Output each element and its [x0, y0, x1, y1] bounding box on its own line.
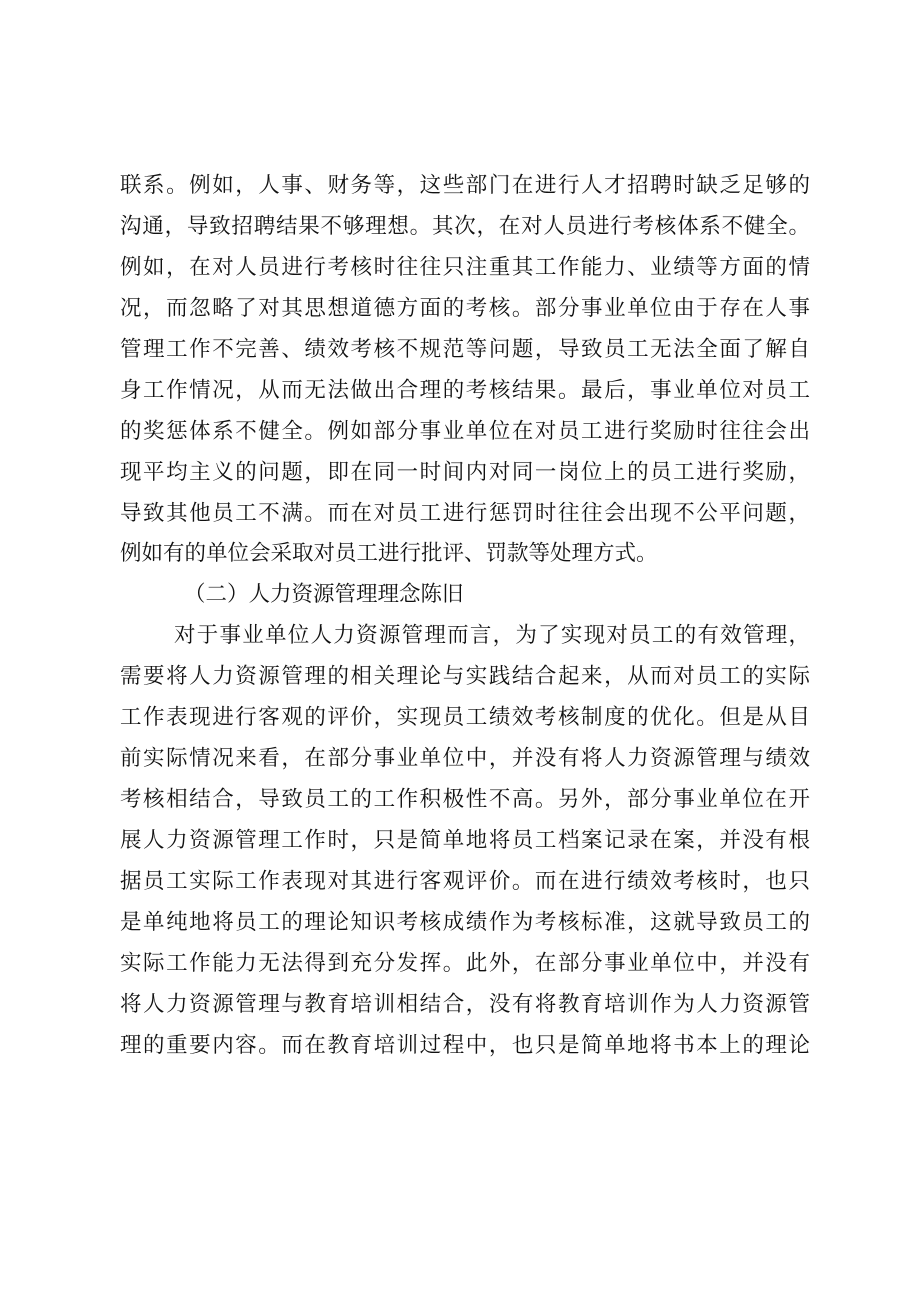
text-line: 据员工实际工作表现对其进行客观评价。而在进行绩效考核时，也只 — [120, 868, 810, 894]
text-line: 况，而忽略了对其思想道德方面的考核。部分事业单位由于存在人事 — [120, 295, 810, 321]
text-line: 联系。例如，人事、财务等，这些部门在进行人才招聘时缺乏足够的 — [120, 173, 810, 198]
text-line: 是单纯地将员工的理论知识考核成绩作为考核标准，这就导致员工的 — [120, 909, 810, 935]
section-heading: （二）人力资源管理理念陈旧 — [184, 582, 464, 608]
text-line: 管理工作不完善、绩效考核不规范等问题，导致员工无法全面了解自 — [120, 336, 810, 362]
paragraph-2 — [120, 616, 810, 1066]
text-line: 展人力资源管理工作时，只是简单地将员工档案记录在案，并没有根 — [120, 828, 810, 853]
text-line: 沟通，导致招聘结果不够理想。其次，在对人员进行考核体系不健全。 — [120, 213, 810, 239]
text-line: 需要将人力资源管理的相关理论与实践结合起来，从而对员工的实际 — [120, 664, 810, 690]
text-line: 工作表现进行客观的评价，实现员工绩效考核制度的优化。但是从目 — [120, 705, 810, 731]
text-line: 例如，在对人员进行考核时往往只注重其工作能力、业绩等方面的情 — [120, 254, 810, 280]
text-line: 现平均主义的问题，即在同一时间内对同一岗位上的员工进行奖励， — [120, 459, 810, 485]
text-line: 身工作情况，从而无法做出合理的考核结果。最后，事业单位对员工 — [120, 377, 810, 403]
paragraph-1 — [120, 166, 810, 575]
text-line: 考核相结合，导致员工的工作积极性不高。另外，部分事业单位在开 — [120, 787, 810, 813]
text-line: 实际工作能力无法得到充分发挥。此外，在部分事业单位中，并没有 — [120, 950, 810, 976]
text-line: 理的重要内容。而在教育培训过程中，也只是简单地将书本上的理论 — [120, 1032, 810, 1058]
text-line: 的奖惩体系不健全。例如部分事业单位在对员工进行奖励时往往会出 — [120, 418, 810, 444]
text-line: 例如有的单位会采取对员工进行批评、罚款等处理方式。 — [120, 541, 658, 567]
text-line: 将人力资源管理与教育培训相结合，没有将教育培训作为人力资源管 — [120, 991, 810, 1017]
text-line: 前实际情况来看，在部分事业单位中，并没有将人力资源管理与绩效 — [120, 746, 810, 772]
document-body — [120, 166, 810, 1067]
text-line: 导致其他员工不满。而在对员工进行惩罚时往往会出现不公平问题， — [120, 500, 810, 526]
text-line: 对于事业单位人力资源管理而言，为了实现对员工的有效管理， — [174, 623, 810, 649]
